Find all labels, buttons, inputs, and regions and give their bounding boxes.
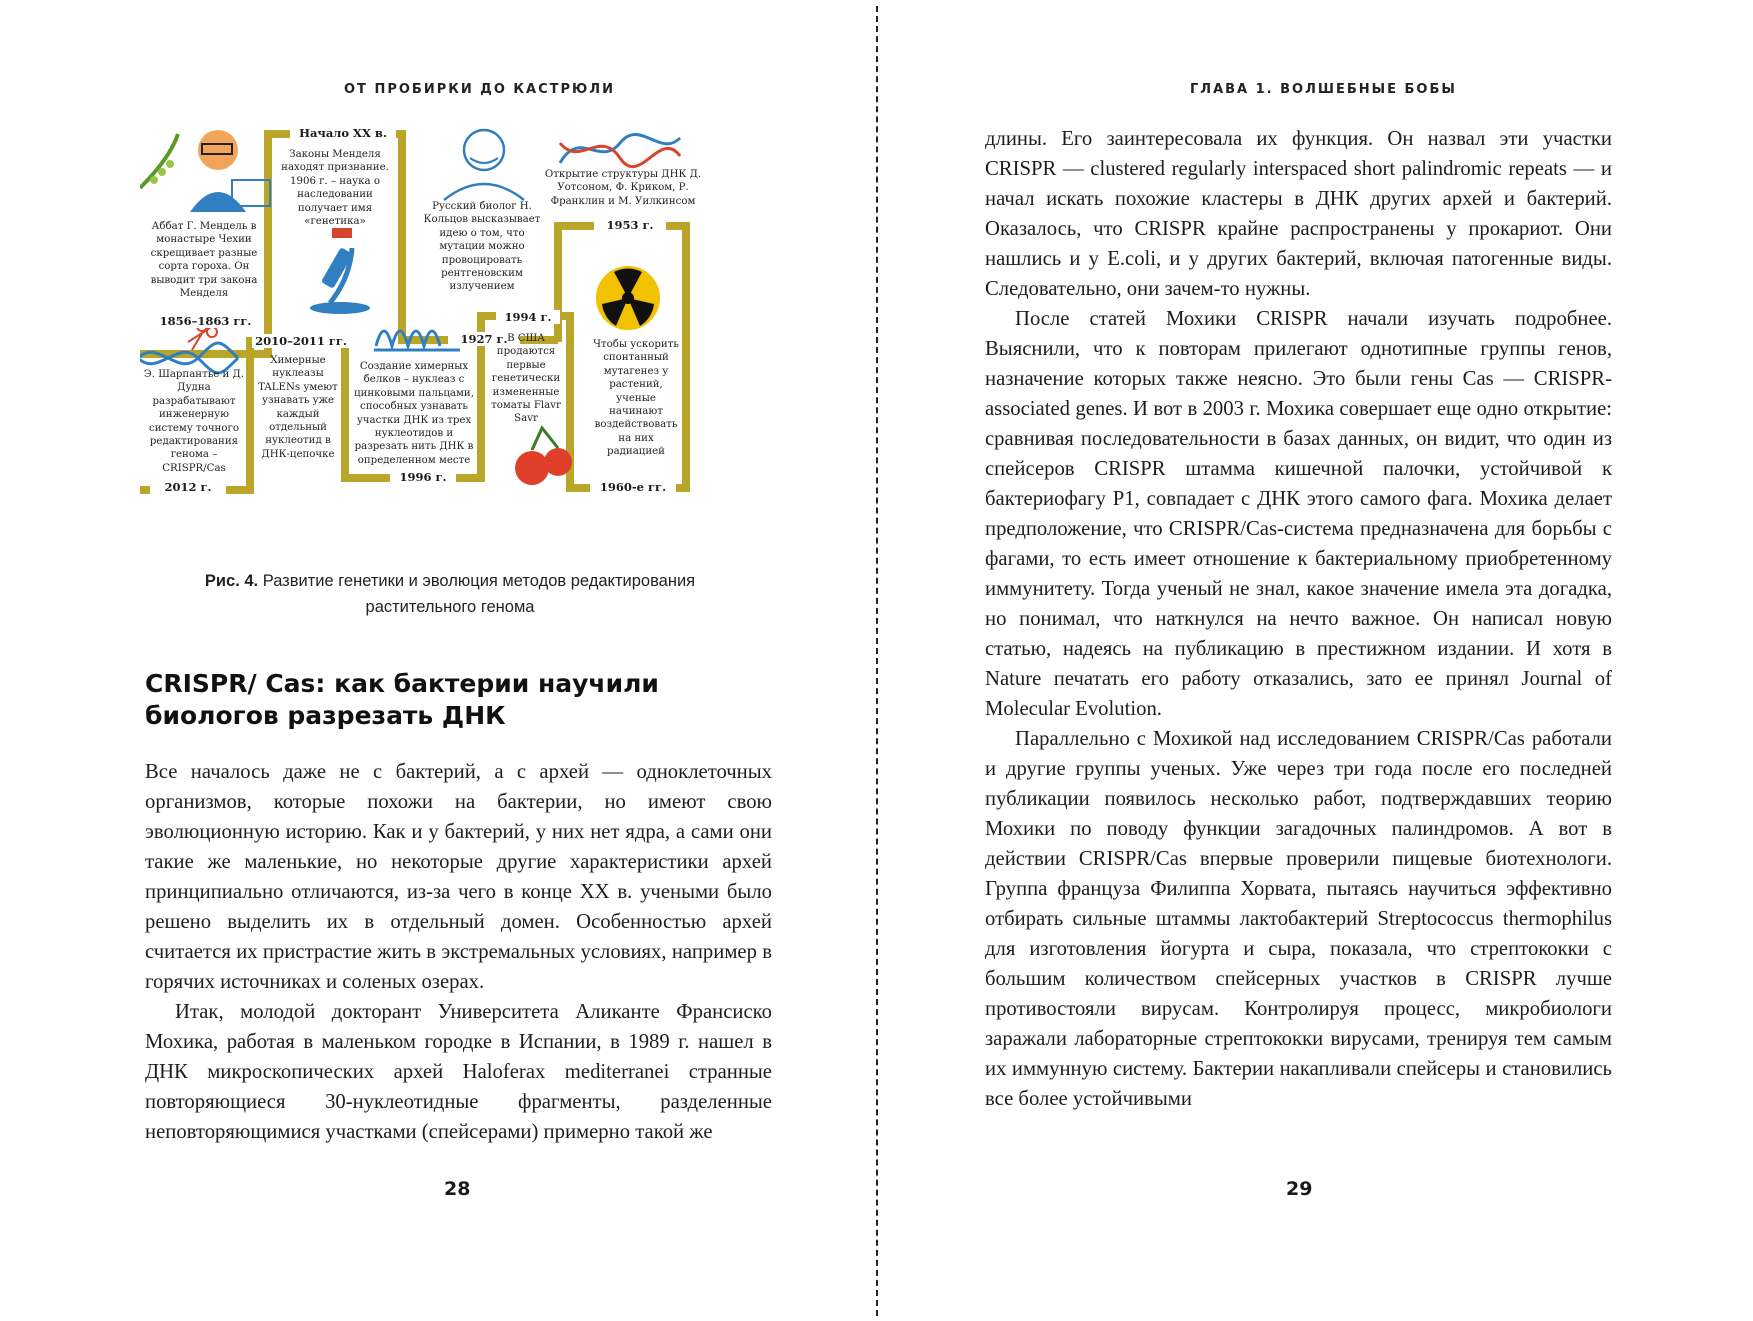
timeline-text-6: В США продаются первые генетически измененные томаты Flavr Savr — [491, 333, 561, 425]
left-body-text — [145, 757, 772, 1147]
timeline-text-1: Аббат Г. Мендель в монастыре Чехии скрещивает разные сорта гороха. Он выводит три закона Менделя — [150, 221, 258, 300]
timeline-text-3: Русский биолог Н. Кольцов высказывает идею о том, что мутации можно провоцировать рентгеновским излучением — [423, 201, 541, 293]
timeline-year-9: 2012 г. — [150, 480, 226, 494]
right-page — [878, 0, 1753, 1321]
timeline-text-7: Создание химерных белков – нуклеаз с цинковыми пальцами, способных узнавать участки ДНК из трех нуклеотидов и разрезать нить ДНК в определенном месте — [354, 361, 474, 466]
dna-scissors-icon — [140, 321, 238, 373]
left-paragraph-2: Итак, молодой докторант Университета Аликанте Франсиско Мохика, работая в маленьком городке в Испании, в 1989 г. нашел в ДНК микроскопических архей Haloferax mediterranei странные повторяющиеся 30-нуклеотидные фрагменты, разделенные неповторяющимися участками (спейсерами) примерно такой же — [145, 1001, 772, 1143]
section-heading: CRISPR/ Cas: как бактерии научили биологов разрезать ДНК — [145, 669, 659, 730]
running-head-left: ОТ ПРОБИРКИ ДО КАСТРЮЛИ — [344, 82, 615, 97]
timeline-year-6: 1994 г. — [496, 310, 560, 324]
right-paragraph-1: длины. Его заинтересовала их функция. Он назвал эти участки CRISPR — clustered regularly interspaced short palindromic repeats — и начал искать похожие кластеры в ДНК других архей и бактерий. Оказалось, что CRISPR крайне распространены у прокариот. Они нашлись и у E.coli, и у других бактерий, включая патогенные виды. Следовательно, они зачем-то нужны. — [985, 128, 1612, 300]
koltsov-portrait-icon — [444, 130, 524, 200]
tomato-icon — [515, 428, 572, 485]
caption-label: Рис. 4. — [204, 572, 259, 590]
microscope-icon — [310, 228, 370, 314]
timeline-year-3: 1927 г. — [448, 332, 520, 346]
timeline-year-2: Начало XX в. — [290, 126, 396, 140]
dna-icon — [560, 134, 680, 166]
timeline-year-4: 1953 г. — [594, 218, 666, 232]
timeline-year-7: 1996 г. — [390, 470, 456, 484]
running-head-right: ГЛАВА 1. ВОЛШЕБНЫЕ БОБЫ — [1190, 82, 1457, 97]
radiation-icon — [596, 266, 660, 330]
timeline-text-2: Законы Менделя находят признание. 1906 г. – наука о наследовании получает имя «генетика» — [281, 149, 389, 228]
timeline-year-1: 1856–1863 гг. — [150, 314, 261, 328]
timeline-text-9: Э. Шарпантье и Д. Дудна разрабатывают инженерную систему точного редактирования генома – CRISPR/Cas — [143, 369, 245, 474]
timeline-year-8: 2010–2011 гг. — [252, 334, 350, 348]
timeline-figure — [140, 128, 780, 558]
right-body-text — [985, 124, 1612, 1114]
left-paragraph-1: Все началось даже не с бактерий, а с архей — одноклеточных организмов, которые похожи на бактерии, но имеют свою эволюционную историю. Как и у бактерий, у них нет ядра, а сами они такие же маленькие, но некоторые другие характеристики архей принципиально отличаются, из-за чего в конце XX в. учеными было решено выделить их в отдельный домен. Особенностью архей считается их пристрастие жить в экстремальных условиях, например в горячих источниках и соленых озерах. — [145, 761, 772, 993]
timeline-text-5: Чтобы ускорить спонтанный мутагенез у растений, ученые начинают воздействовать на них радиацией — [593, 339, 679, 458]
mendel-portrait-icon — [140, 130, 270, 212]
timeline-text-4: Открытие структуры ДНК Д. Уотсоном, Ф. Криком, Р. Франклин и М. Уилкинсом — [544, 169, 702, 207]
timeline-text-8: Химерные нуклеазы TALENs умеют узнавать уже каждый отдельный нуклеотид в ДНК-цепочке — [258, 355, 338, 460]
left-page — [0, 0, 875, 1321]
page-number-left: 28 — [444, 1178, 471, 1200]
caption-text: Развитие генетики и эволюция методов редактирования растительного генома — [262, 572, 696, 616]
page-number-right: 29 — [1286, 1178, 1313, 1200]
timeline-year-5: 1960-е гг. — [590, 480, 676, 494]
right-paragraph-2: После статей Мохики CRISPR начали изучать подробнее. Выяснили, что к повторам прилегают однотипные группы генов, назначение которых также неясно. Это были гены Cas — CRISPR-associated genes. И вот в 2003 г. Мохика совершает еще одно открытие: сравнивая последовательности в базах данных, он видит, что один из спейсеров CRISPR штамма кишечной палочки, устойчивой к бактериофагу P1, совпадает с ДНК этого самого фага. Мохика делает предположение, что CRISPR/Cas-система предназначена для борьбы с фагами, то есть имеет отношение к бактериальному приобретенному иммунитету. Тогда ученый не знал, какое значение имела эта догадка, но понимал, что наткнулся на нечто важное. Он написал новую статью, надеясь на публикацию в престижном издании. И хотя в Nature печатать его работу отказались, зато ее принял Journal of Molecular Evolution. — [985, 308, 1612, 720]
figure-caption — [150, 568, 750, 620]
right-paragraph-3: Параллельно с Мохикой над исследованием CRISPR/Cas работали и другие группы ученых. Уже через три года после его последней публикации появилось несколько работ, подтверждавших теорию Мохики по поводу функции загадочных палиндромов. А вот в действии CRISPR/Cas впервые проверили пищевые биотехнологи. Группа француза Филиппа Хорвата, пытаясь научиться эффективно отбирать сильные штаммы лактобактерий Streptococcus thermophilus для изготовления йогурта и сыра, показала, что стрептококки с большим количеством спейсерных участков в CRISPR лучше противостояли вирусам. Контролируя процесс, микробиологи заражали лабораторные стрептококки вирусами, тренируя тем самым их иммунную систему. Бактерии накапливали спейсеры и становились все более устойчивыми — [985, 728, 1612, 1110]
